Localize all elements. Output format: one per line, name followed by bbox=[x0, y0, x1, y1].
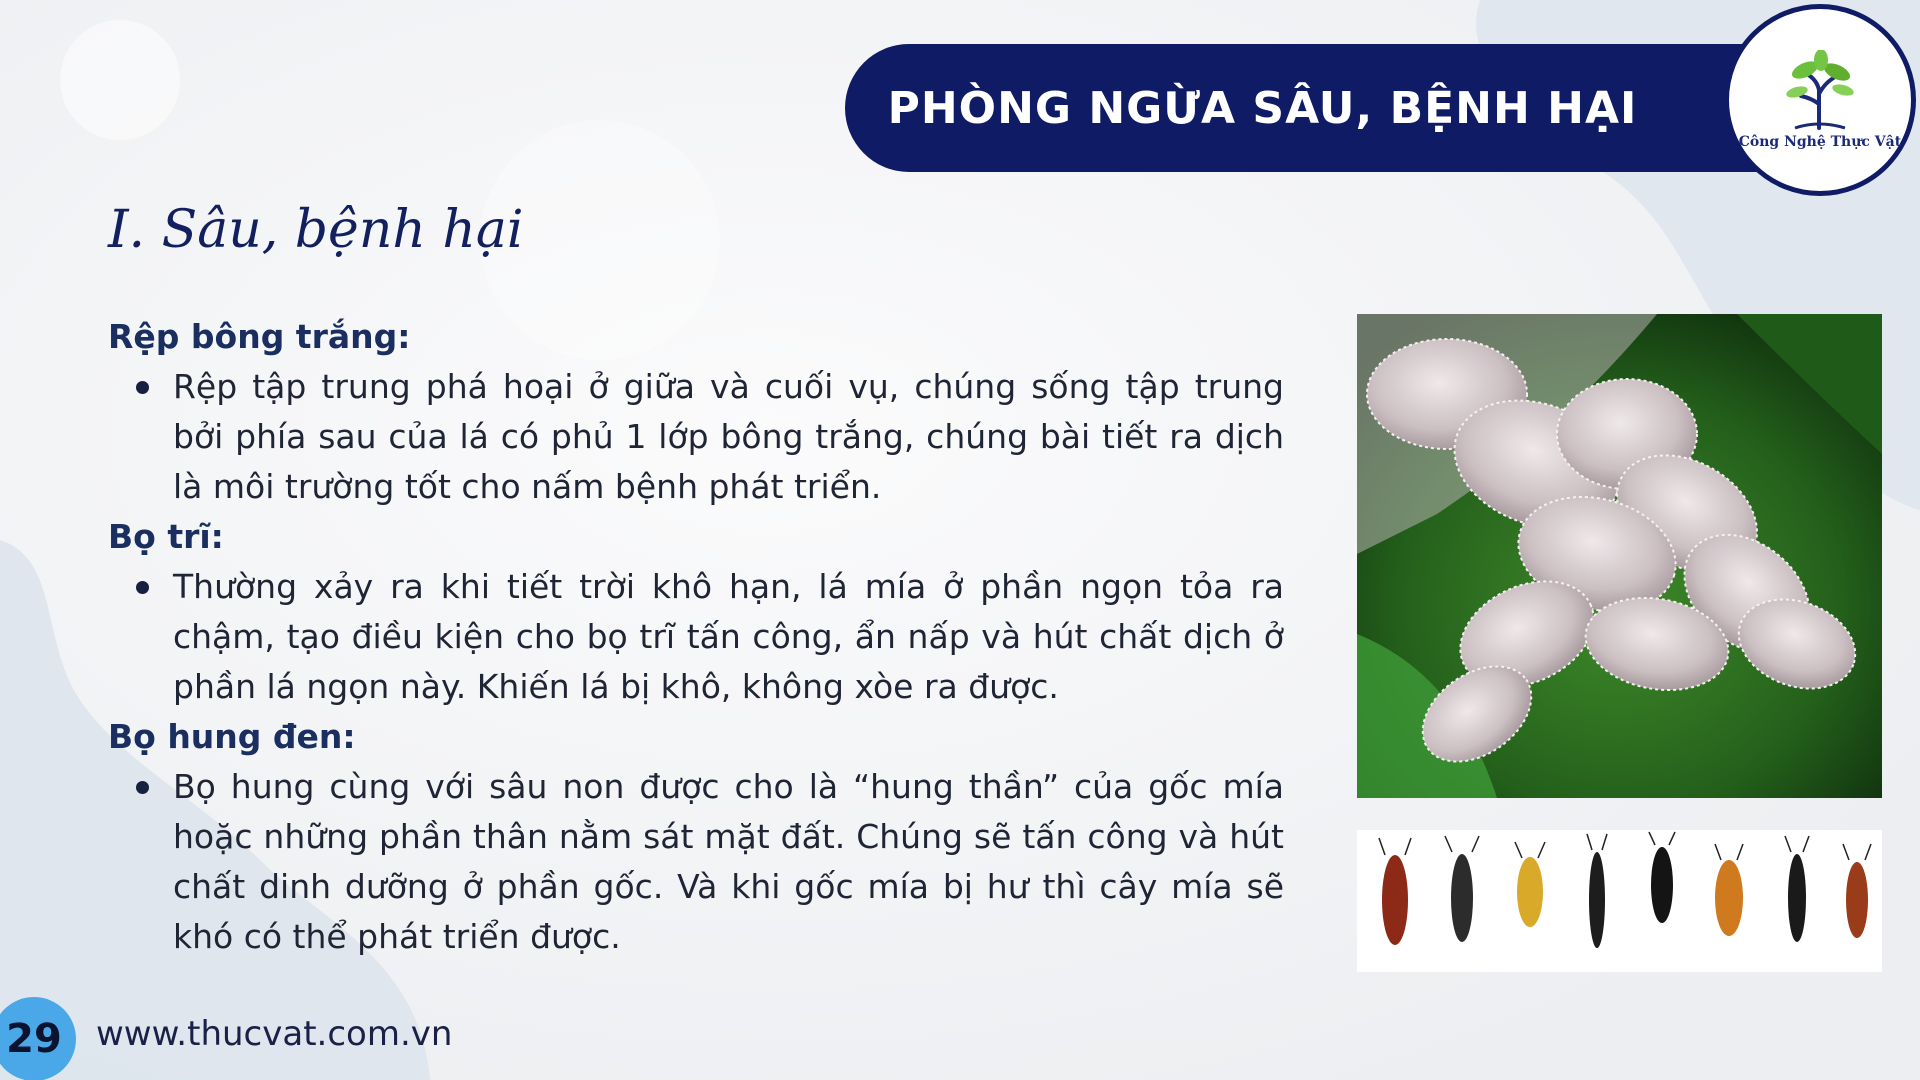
list-item bbox=[108, 762, 1284, 962]
list-item bbox=[108, 362, 1284, 512]
section-mealybug bbox=[108, 312, 1284, 512]
page-number: 29 bbox=[6, 1016, 62, 1062]
bullet-icon bbox=[136, 581, 149, 594]
content-body bbox=[108, 312, 1284, 962]
page-number-badge bbox=[0, 997, 76, 1080]
mealybug-photo bbox=[1357, 314, 1882, 798]
section-black-beetle bbox=[108, 712, 1284, 962]
brand-logo bbox=[1724, 4, 1916, 196]
section-title: I. Sâu, bệnh hại bbox=[108, 200, 524, 260]
tree-icon bbox=[1777, 50, 1863, 132]
page-title: PHÒNG NGỪA SÂU, BỆNH HẠI bbox=[887, 82, 1638, 134]
bullet-icon bbox=[136, 781, 149, 794]
section-heading: Bọ trĩ: bbox=[108, 517, 224, 556]
thrips-photo bbox=[1357, 830, 1882, 972]
bullet-text: Rệp tập trung phá hoại ở giữa và cuối vụ, chúng sống tập trung bởi phía sau của lá có phủ 1 lớp bông trắng, chúng bài tiết ra dịch là môi trường tốt cho nấm bệnh phát triển. bbox=[173, 367, 1284, 506]
section-heading: Bọ hung đen: bbox=[108, 717, 356, 756]
website-link[interactable]: www.thucvat.com.vn bbox=[96, 1014, 453, 1054]
bullet-icon bbox=[136, 381, 149, 394]
bullet-text: Thường xảy ra khi tiết trời khô hạn, lá mía ở phần ngọn tỏa ra chậm, tạo điều kiện cho bọ trĩ tấn công, ẩn nấp và hút chất dịch ở phần lá ngọn này. Khiến lá bị khô, không xòe ra được. bbox=[173, 567, 1284, 706]
section-heading: Rệp bông trắng: bbox=[108, 317, 411, 356]
section-thrips bbox=[108, 512, 1284, 712]
list-item bbox=[108, 562, 1284, 712]
bullet-text: Bọ hung cùng với sâu non được cho là “hung thần” của gốc mía hoặc những phần thân nằm sát mặt đất. Chúng sẽ tấn công và hút chất dinh dưỡng ở phần gốc. Và khi gốc mía bị hư thì cây mía sẽ khó có thể phát triển được. bbox=[173, 767, 1284, 956]
logo-text: Công Nghệ Thực Vật bbox=[1738, 134, 1902, 150]
header-bar bbox=[845, 44, 1770, 172]
